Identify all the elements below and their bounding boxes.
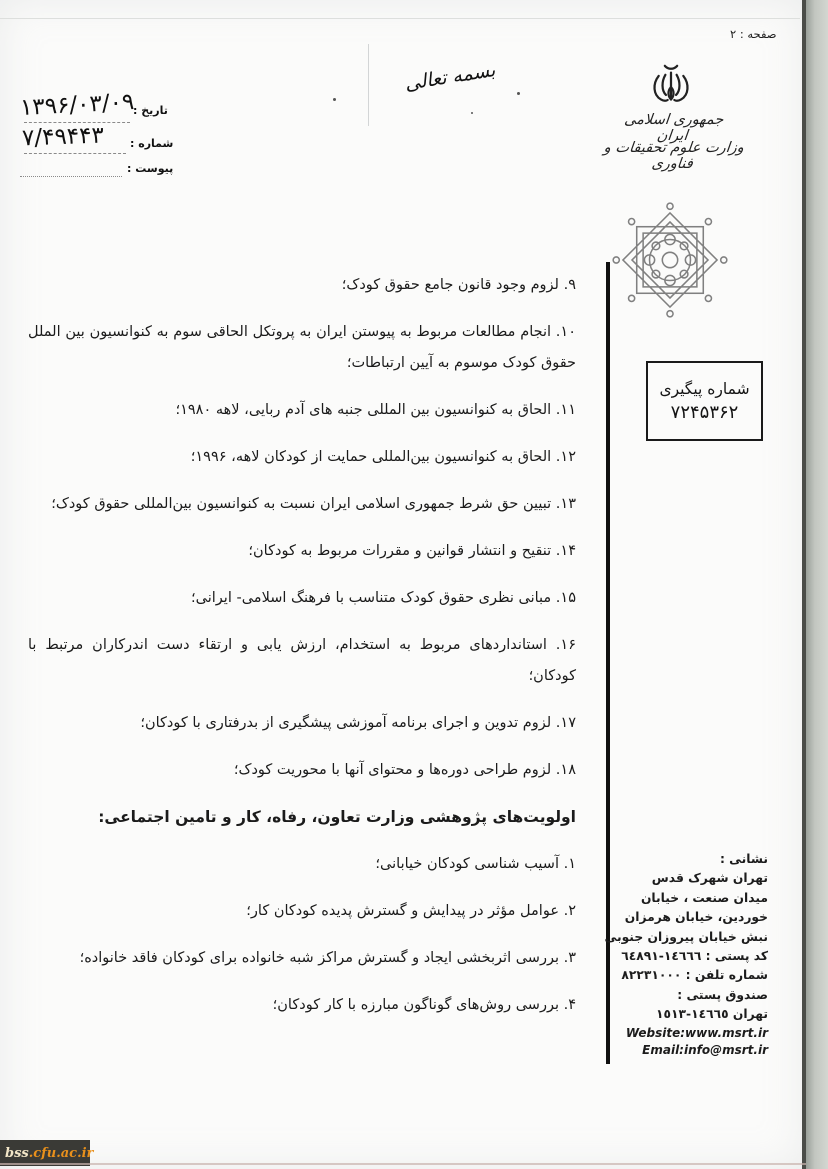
list-item-16: ۱۶. استانداردهای مربوط به استخدام، ارزش یابی و ارتقاء دست اندرکاران مرتبط با کودکان؛	[28, 637, 576, 684]
phone-value: ٨٢٢٣١٠٠٠	[621, 968, 682, 983]
website-line: Website:www.msrt.ir	[625, 1025, 768, 1040]
tracking-number-box	[646, 361, 763, 441]
address-line-3: خوردین، خیابان هرمزان	[624, 910, 768, 925]
tracking-label: شماره پیگیری	[659, 379, 750, 398]
org-name-line2: وزارت علوم تحقیقات و فناوری	[603, 140, 745, 172]
address-line-2: میدان صنعت ، خیابان	[640, 890, 768, 905]
priority-item-2: ۲. عوامل مؤثر در پیدایش و گسترش پدیده کودکان کار؛	[246, 903, 576, 919]
list-item-9: ۹. لزوم وجود قانون جامع حقوق کودک؛	[341, 277, 576, 293]
footer-url-prefix: bss	[5, 1145, 29, 1161]
besmeleh-calligraphy: بسمه تعالی	[403, 58, 497, 96]
list-item-10: ۱۰. انجام مطالعات مربوط به پیوستن ایران به پروتکل الحاقی سوم به کنوانسیون بین الملل حقوق کودک موسوم به آیین ارتباطات؛	[28, 324, 576, 371]
pobox-label: صندوق پستی :	[677, 987, 768, 1002]
page-number: صفحه : ۲	[730, 27, 777, 41]
address-line-4: نبش خیابان پیروزان جنوبی	[604, 929, 768, 944]
contact-block	[588, 850, 768, 1059]
address-line-1: تهران شهرک قدس	[651, 871, 768, 886]
footer-url-suffix: .cfu.ac.ir	[28, 1145, 94, 1161]
number-dotted-line	[24, 152, 126, 154]
address-title: نشانی :	[719, 852, 768, 866]
section-heading: اولویت‌های پژوهشی وزارت تعاون، رفاه، کار و تامین اجتماعی:	[98, 808, 576, 826]
pobox-line	[588, 1005, 768, 1024]
list-item-12: ۱۲. الحاق به کنوانسیون بین‌المللی حمایت از کودکان لاهه، ۱۹۹۶؛	[190, 449, 576, 465]
email-line: Email:info@msrt.ir	[642, 1042, 768, 1057]
ink-dot	[517, 92, 520, 95]
pobox-value: ١٤٦٦٥-١٥١٣	[655, 1007, 729, 1022]
org-name-line1: جمهوری اسلامی ایران	[623, 112, 725, 144]
ink-dot	[471, 112, 473, 114]
paper-crease	[368, 44, 369, 126]
letter-body	[28, 270, 576, 1037]
list-item-17: ۱۷. لزوم تدوین و اجرای برنامه آموزشی پیشگیری از بدرفتاری با کودکان؛	[140, 715, 576, 731]
list-item-18: ۱۸. لزوم طراحی دوره‌ها و محتوای آنها با محوریت کودک؛	[233, 762, 576, 778]
date-handwritten-value: ۱۳۹۶/۰۳/۰۹	[19, 89, 135, 121]
phone-label: شماره تلفن :	[685, 968, 768, 983]
priority-item-1: ۱. آسیب شناسی کودکان خیابانی؛	[375, 856, 576, 872]
scan-artifact-bottom-line	[0, 1163, 806, 1165]
date-label: تاریخ :	[133, 104, 168, 117]
list-item-14: ۱۴. تنقیح و انتشار قوانین و مقررات مربوط به کودکان؛	[248, 543, 576, 559]
tracking-number: ۷۲۴۵۳۶۲	[670, 401, 739, 423]
number-label: شماره :	[130, 137, 174, 150]
attachment-label: پیوست :	[127, 162, 174, 175]
star-ornament-icon	[606, 196, 734, 324]
attachment-dotted-line	[20, 175, 122, 177]
list-item-15: ۱۵. مبانی نظری حقوق کودک متناسب با فرهنگ اسلامی- ایرانی؛	[191, 590, 576, 606]
priority-item-4: ۴. بررسی روش‌های گوناگون مبارزه با کار کودکان؛	[272, 997, 576, 1013]
postal-code-label: کد پستی :	[705, 949, 768, 964]
list-item-11: ۱۱. الحاق به کنوانسیون بین المللی جنبه های آدم ربایی، لاهه ۱۹۸۰؛	[175, 402, 576, 418]
scanner-background-strip	[806, 0, 828, 1169]
iran-emblem-icon	[643, 58, 699, 114]
number-handwritten-value: ۷/۴۹۴۴۳	[21, 122, 105, 152]
pobox-city: تهران	[732, 1007, 768, 1022]
ink-dot	[333, 98, 336, 101]
priority-item-3: ۳. بررسی اثربخشی ایجاد و گسترش مراکز شبه خانواده برای کودکان فاقد خانواده؛	[79, 950, 576, 966]
phone-line	[588, 966, 768, 985]
postal-code-value: ١٤٦٦٦-٦٤٨٩١	[621, 949, 702, 964]
postal-code-line	[588, 947, 768, 966]
list-item-13: ۱۳. تبیین حق شرط جمهوری اسلامی ایران نسبت به کنوانسیون بین‌المللی حقوق کودک؛	[51, 496, 576, 512]
scan-artifact-line	[0, 18, 800, 19]
